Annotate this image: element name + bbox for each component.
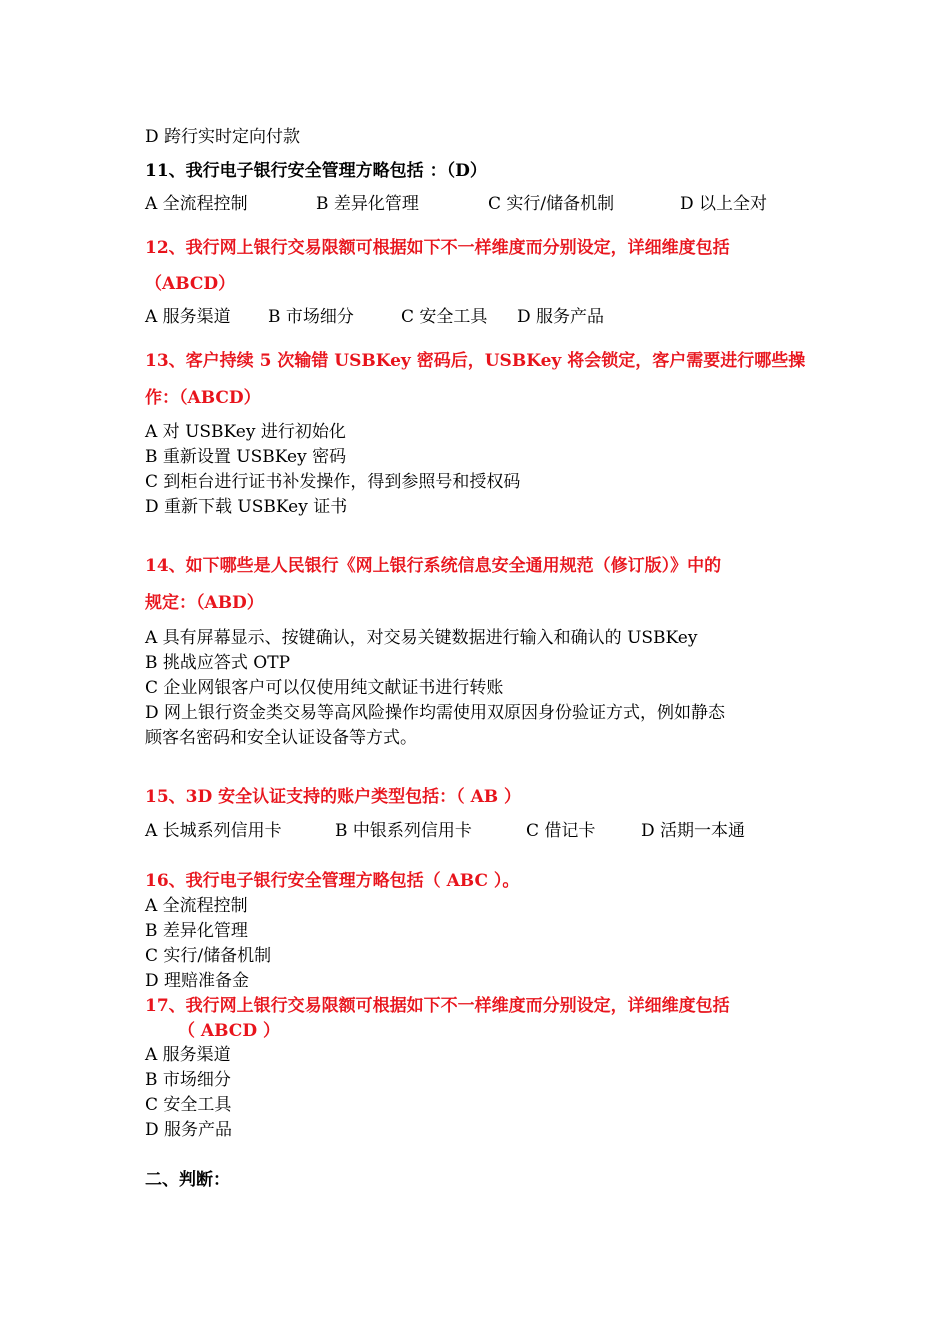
question-13: 13、客户持续 5 次输错 USBKey 密码后，USBKey 将会锁定，客户需要进行哪些操 [145,351,806,371]
question-12-answer: （ABCD） [145,274,236,294]
option-d: D 活期一本通 [641,821,746,841]
option-b: B 挑战应答式 OTP [145,653,291,673]
option-c: C 安全工具 [145,1095,232,1115]
option-d: D 重新下载 USBKey 证书 [145,497,348,517]
option-a: A 长城系列信用卡 [145,821,282,841]
question-14: 14、如下哪些是人民银行《网上银行系统信息安全通用规范（修订版）》中的 [145,556,722,576]
section-heading-judgement: 二、判断： [145,1170,230,1190]
option-b: B 市场细分 [145,1070,231,1090]
option-a: A 具有屏幕显示、按键确认，对交易关键数据进行输入和确认的 USBKey [145,628,698,648]
question-17: 17、我行网上银行交易限额可根据如下不一样维度而分别设定，详细维度包括 [145,996,730,1016]
question-12: 12、我行网上银行交易限额可根据如下不一样维度而分别设定，详细维度包括 [145,238,730,258]
question-11: 11、我行电子银行安全管理方略包括 ：（D） [145,161,487,181]
option-c: C 实行/储备机制 [488,194,615,214]
option-d: D 服务产品 [145,1120,233,1140]
option-d-continued: 顾客名密码和安全认证设备等方式。 [145,728,417,748]
question-13-answer: 作：（ABCD） [145,388,261,408]
question-17-answer: （ ABCD ） [178,1021,280,1041]
option-a: A 全流程控制 [145,194,248,214]
option-b: B 差异化管理 [316,194,419,214]
option-c: C 借记卡 [526,821,596,841]
option-c: C 实行/储备机制 [145,946,272,966]
option-b: B 中银系列信用卡 [335,821,472,841]
option-d: D 网上银行资金类交易等高风险操作均需使用双原因身份验证方式，例如静态 [145,703,726,723]
option-a: A 服务渠道 [145,307,231,327]
option-c: C 企业网银客户可以仅使用纯文献证书进行转账 [145,678,504,698]
option-d: D 以上全对 [680,194,768,214]
option-a: A 对 USBKey 进行初始化 [145,422,346,442]
option-b: B 差异化管理 [145,921,248,941]
option-b: B 市场细分 [268,307,354,327]
option-d: D 理赔准备金 [145,971,250,991]
question-16: 16、我行电子银行安全管理方略包括（ ABC ）。 [145,871,520,891]
question-14-answer: 规定：（ABD） [145,593,264,613]
option-b: B 重新设置 USBKey 密码 [145,447,347,467]
option-a: A 全流程控制 [145,896,248,916]
option-c: C 安全工具 [401,307,488,327]
option-d: D 服务产品 [517,307,605,327]
option-c: C 到柜台进行证书补发操作，得到参照号和授权码 [145,472,521,492]
option-a: A 服务渠道 [145,1045,231,1065]
question-15: 15、3D 安全认证支持的账户类型包括：（ AB ） [145,787,522,807]
option-line: D 跨行实时定向付款 [145,127,301,147]
